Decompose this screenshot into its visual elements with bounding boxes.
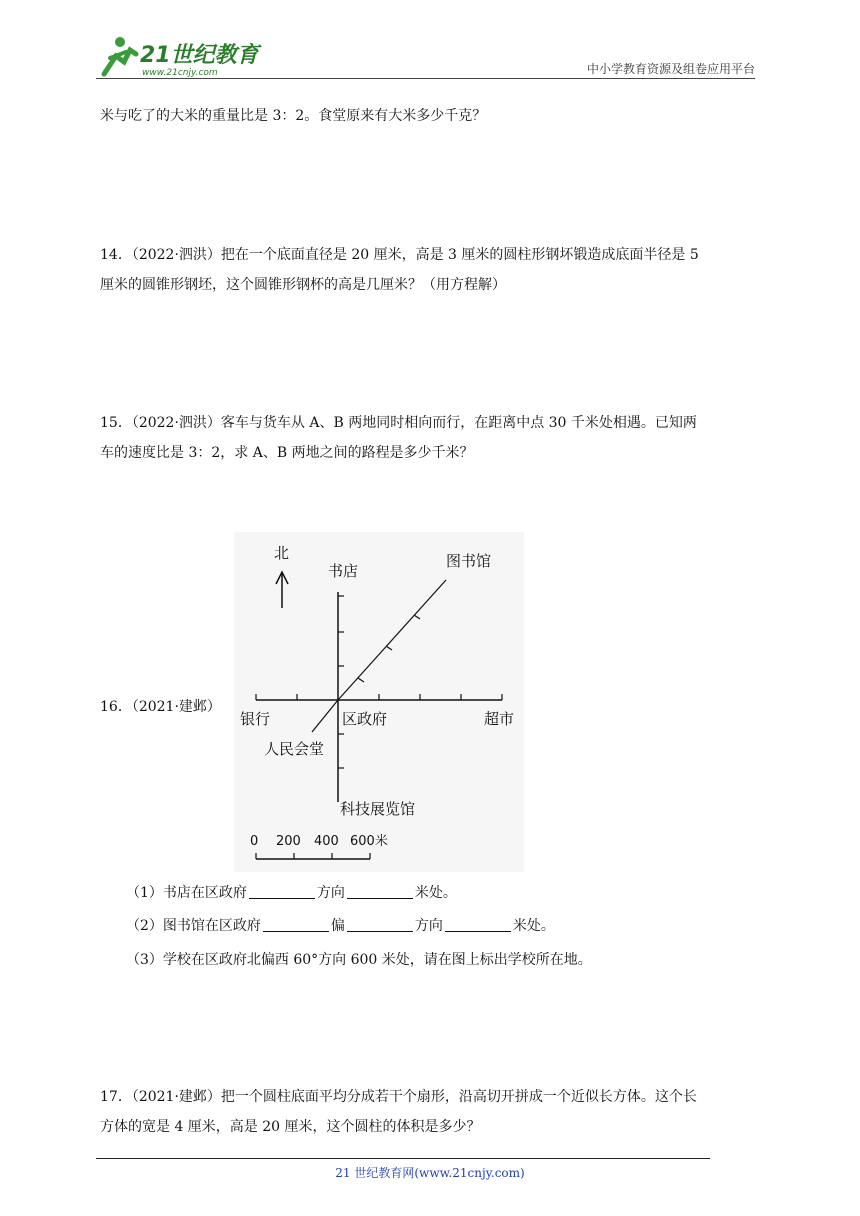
- answer-blank[interactable]: [249, 884, 315, 899]
- q13-text: 米与吃了的大米的重量比是 3：2。食堂原来有大米多少千克？: [100, 108, 487, 124]
- q14-line1: 14．（2022·泗洪）把在一个底面直径是 20 厘米，高是 3 厘米的圆柱形钢坏锻造成底面半径是 5: [100, 247, 699, 263]
- logo-url: www.21cnjy.com: [142, 68, 218, 78]
- q16-label: 16．（2021·建邺）: [100, 699, 221, 715]
- scale-label-0: 0: [250, 834, 259, 849]
- scale-label-600: 600米: [350, 834, 388, 849]
- peoples-hall-label: 人民会堂: [264, 740, 325, 758]
- answer-blank[interactable]: [347, 917, 413, 932]
- question-14: [100, 240, 760, 300]
- question-17: [100, 1082, 760, 1142]
- q16-sub2: （2）图书馆在区政府 偏 方向 米处。: [126, 918, 555, 934]
- science-museum-label: 科技展览馆: [340, 800, 416, 818]
- q15-line1: 15．（2022·泗洪）客车与货车从 A、B 两地同时相向而行，在距离中点 30 千米处相遇。已知两: [100, 415, 697, 431]
- footer-divider: [96, 1158, 710, 1159]
- q14-line2: 厘米的圆锥形钢坯，这个圆锥形钢杯的高是几厘米？（用方程解）: [100, 277, 506, 293]
- q16-sub1: （1）书店在区政府 方向 米处。: [126, 885, 457, 901]
- site-logo: [96, 34, 266, 80]
- logo-text: 21世纪教育: [140, 43, 259, 68]
- scale-label-200: 200: [276, 834, 301, 849]
- scale-label-400: 400: [314, 834, 339, 849]
- north-label: 北: [274, 544, 290, 562]
- footer-link[interactable]: 21 世纪教育网(www.21cnjy.com): [335, 1166, 525, 1180]
- header-divider: [96, 78, 755, 79]
- question-15: [100, 408, 760, 468]
- header-platform-text: 中小学教育资源及组卷应用平台: [586, 62, 755, 76]
- answer-blank[interactable]: [445, 917, 511, 932]
- district-gov-label: 区政府: [342, 710, 388, 728]
- answer-blank[interactable]: [347, 884, 413, 899]
- bank-label: 银行: [240, 710, 271, 728]
- library-label: 图书馆: [446, 552, 492, 570]
- q17-line2: 方体的宽是 4 厘米，高是 20 厘米，这个圆柱的体积是多少？: [100, 1119, 481, 1135]
- answer-blank[interactable]: [263, 917, 329, 932]
- runner-logo-icon: [96, 34, 266, 80]
- location-map: [234, 532, 524, 872]
- map-background: [234, 532, 524, 872]
- supermarket-label: 超市: [484, 710, 515, 728]
- q17-line1: 17．（2021·建邺）把一个圆柱底面平均分成若干个扇形，沿高切开拼成一个近似长方体。这个长: [100, 1089, 697, 1105]
- q16-sub3: （3）学校在区政府北偏西 60°方向 600 米处，请在图上标出学校所在地。: [126, 952, 592, 968]
- q15-line2: 车的速度比是 3：2，求 A、B 两地之间的路程是多少千米？: [100, 445, 474, 461]
- bookstore-label: 书店: [328, 562, 359, 580]
